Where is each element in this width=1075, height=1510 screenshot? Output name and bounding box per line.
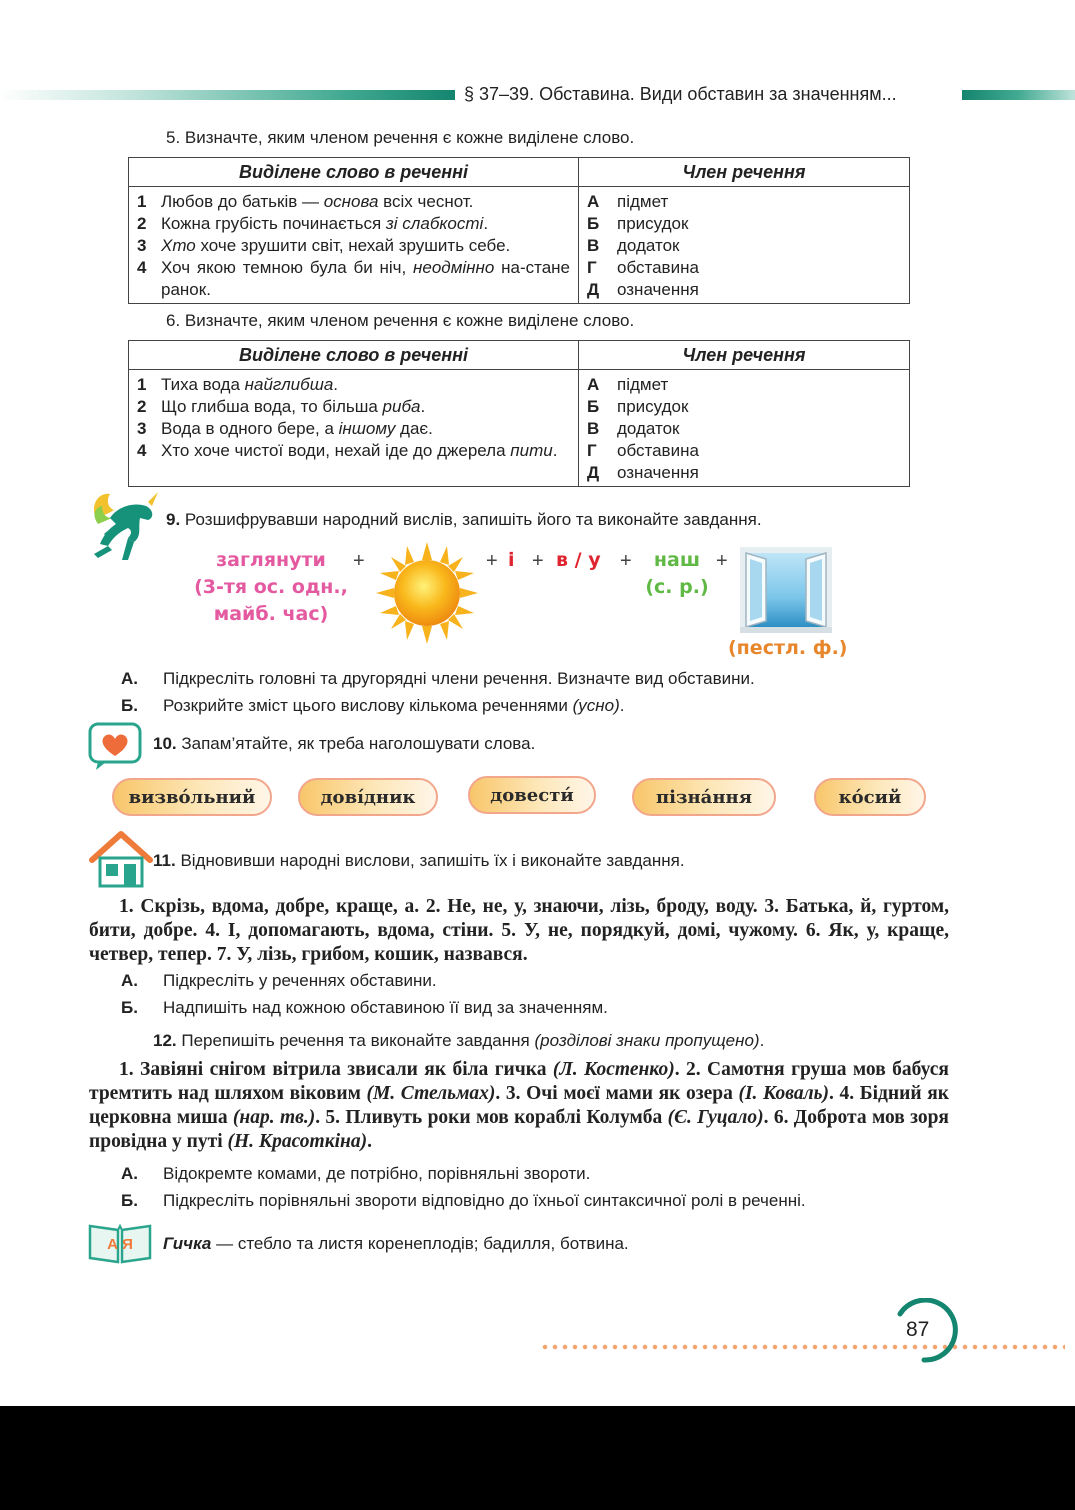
ex5-opt-d: Д означення bbox=[587, 280, 699, 299]
stress-word-5: ко́сий bbox=[814, 778, 926, 816]
ex6-row-3: 3 Вода в одного бере, а іншому дає. bbox=[137, 419, 433, 438]
ex5-opt-v: В додаток bbox=[587, 236, 680, 255]
section-title: § 37–39. Обставина. Види обставин за значенням... bbox=[464, 84, 897, 104]
ex6-opt-v: В додаток bbox=[587, 419, 680, 438]
ex6-opt-a: А підмет bbox=[587, 375, 669, 394]
ex12-sentences: 1. Завіяні снігом вітрила звисали як біла гичка (Л. Костенко). 2. Самотня груша мов бабуся тремтить над шляхом віковим (М. Стельмах). 3. Очі моєї мами як озера (І. Коваль). 4. Бідний як церковна миша (нар. тв.). 5. Пливуть роки мов кораблі Колумба (Є. Гуцало). 6. Доброта мов зоря провідна у путі (Н. Красоткіна). bbox=[89, 1059, 949, 1152]
plus-2: + bbox=[486, 550, 498, 572]
stress-word-1: визво́льний bbox=[112, 778, 272, 816]
stress-word-2: дові́дник bbox=[298, 778, 438, 816]
house-icon bbox=[88, 830, 154, 888]
header-bar-right bbox=[962, 90, 1075, 100]
glossary-entry: Гичка — стебло та листя коренеплодів; бадилля, ботвина. bbox=[163, 1234, 629, 1253]
ex12-task-a: А. Відокремте комами, де потрібно, порівняльні звороти. bbox=[121, 1164, 591, 1183]
ex5-row-3: 3 Хто хоче зрушити світ, нехай зрушить себе. bbox=[137, 236, 511, 255]
ex10-task: 10. Запам’ятайте, як треба наголошувати слова. bbox=[153, 734, 536, 753]
ex6-prompt: 6. Визначте, яким членом речення є кожне виділене слово. bbox=[166, 311, 635, 330]
svg-text:А Я: А Я bbox=[107, 1236, 133, 1253]
ex5-options bbox=[579, 187, 910, 304]
header-bar-left bbox=[0, 90, 455, 100]
ex6-opt-b: Б присудок bbox=[587, 397, 689, 416]
ex12-task-b: Б. Підкресліть порівняльні звороти відповідно до їхньої синтаксичної ролі в реченні. bbox=[121, 1191, 806, 1210]
page-number: 87 bbox=[906, 1318, 930, 1341]
ex6-sentences bbox=[129, 370, 579, 487]
ex6-opt-g: Г обставина bbox=[587, 441, 699, 460]
ex5-row-4: 4 Хоч якою темною була би ніч, неодмінно на-стане ранок. bbox=[137, 258, 570, 299]
ex5-prompt: 5. Визначте, яким членом речення є кожне виділене слово. bbox=[166, 128, 635, 147]
ex6-table bbox=[128, 340, 910, 487]
plus-5: + bbox=[716, 550, 728, 572]
ex9-word-i: і bbox=[508, 549, 515, 571]
plus-3: + bbox=[532, 550, 544, 572]
plus-1: + bbox=[353, 550, 365, 572]
plus-4: + bbox=[620, 550, 632, 572]
ex6-row-4: 4 Хто хоче чистої води, нехай іде до джерела пити. bbox=[137, 441, 558, 460]
ex9-task: 9. Розшифрувавши народний вислів, запишіть його та виконайте завдання. bbox=[166, 510, 762, 529]
ex6-row-1: 1 Тиха вода найглибша. bbox=[137, 375, 339, 394]
ex9-task-b: Б. Розкрийте зміст цього вислову кількома реченнями (усно). bbox=[121, 696, 625, 715]
ex5-opt-g: Г обставина bbox=[587, 258, 699, 277]
ex5-opt-a: А підмет bbox=[587, 192, 669, 211]
stress-word-3: довести́ bbox=[468, 776, 596, 814]
ex9-word-v-u: в / у bbox=[556, 549, 601, 571]
ex5-col2-header: Член речення bbox=[579, 158, 910, 187]
ex9-word-zahlianuty: заглянути (3-тя ос. одн., майб. час) bbox=[194, 549, 348, 625]
unicorn-icon bbox=[88, 488, 162, 566]
footer-dots bbox=[540, 1344, 1065, 1350]
ex11-task: 11. Відновивши народні вислови, запишіть їх і виконайте завдання. bbox=[153, 851, 685, 870]
dictionary-book-icon bbox=[88, 1220, 152, 1264]
ex6-col1-header: Виділене слово в реченні bbox=[129, 341, 579, 370]
ex6-options bbox=[579, 370, 910, 487]
heart-note-icon bbox=[88, 722, 142, 772]
ex11-scrambled-sayings: 1. Скрізь, вдома, добре, краще, а. 2. Не, не, у, знаючи, лізь, броду, воду. 3. Батька, й, гуртом, бити, добре. 4. І, допомагають, вдома, стіни. 5. У, не, порядкуй, домі, чужому. 6. Як, у, краще, четвер, тепер. 7. У, лізь, грибом, кошик, назвався. bbox=[89, 896, 949, 965]
ex5-opt-b: Б присудок bbox=[587, 214, 689, 233]
ex11-task-b: Б. Надпишіть над кожною обставиною її вид за значенням. bbox=[121, 998, 608, 1017]
sun-picture bbox=[374, 540, 480, 646]
ex11-task-a: А. Підкресліть у реченнях обставини. bbox=[121, 971, 437, 990]
ex9-word-nash: наш (с. р.) bbox=[645, 549, 709, 598]
stress-word-4: пізна́ння bbox=[632, 778, 776, 816]
ex6-opt-d: Д означення bbox=[587, 463, 699, 482]
ex12-task: 12. Перепишіть речення та виконайте завдання (розділові знаки пропущено). bbox=[153, 1031, 765, 1050]
ex5-sentences bbox=[129, 187, 579, 304]
ex9-task-a: А. Підкресліть головні та другорядні члени речення. Визначте вид обставини. bbox=[121, 669, 755, 688]
ex6-col2-header: Член речення bbox=[579, 341, 910, 370]
ex5-col1-header: Виділене слово в реченні bbox=[129, 158, 579, 187]
ex5-row-2: 2 Кожна грубість починається зі слабкості. bbox=[137, 214, 489, 233]
ex6-row-2: 2 Що глибша вода, то більша риба. bbox=[137, 397, 426, 416]
window-picture bbox=[740, 547, 832, 633]
ex9-window-note: (пестл. ф.) bbox=[728, 637, 848, 659]
ex5-table bbox=[128, 157, 910, 304]
ex5-row-1: 1 Любов до батьків — основа всіх чеснот. bbox=[137, 192, 474, 211]
